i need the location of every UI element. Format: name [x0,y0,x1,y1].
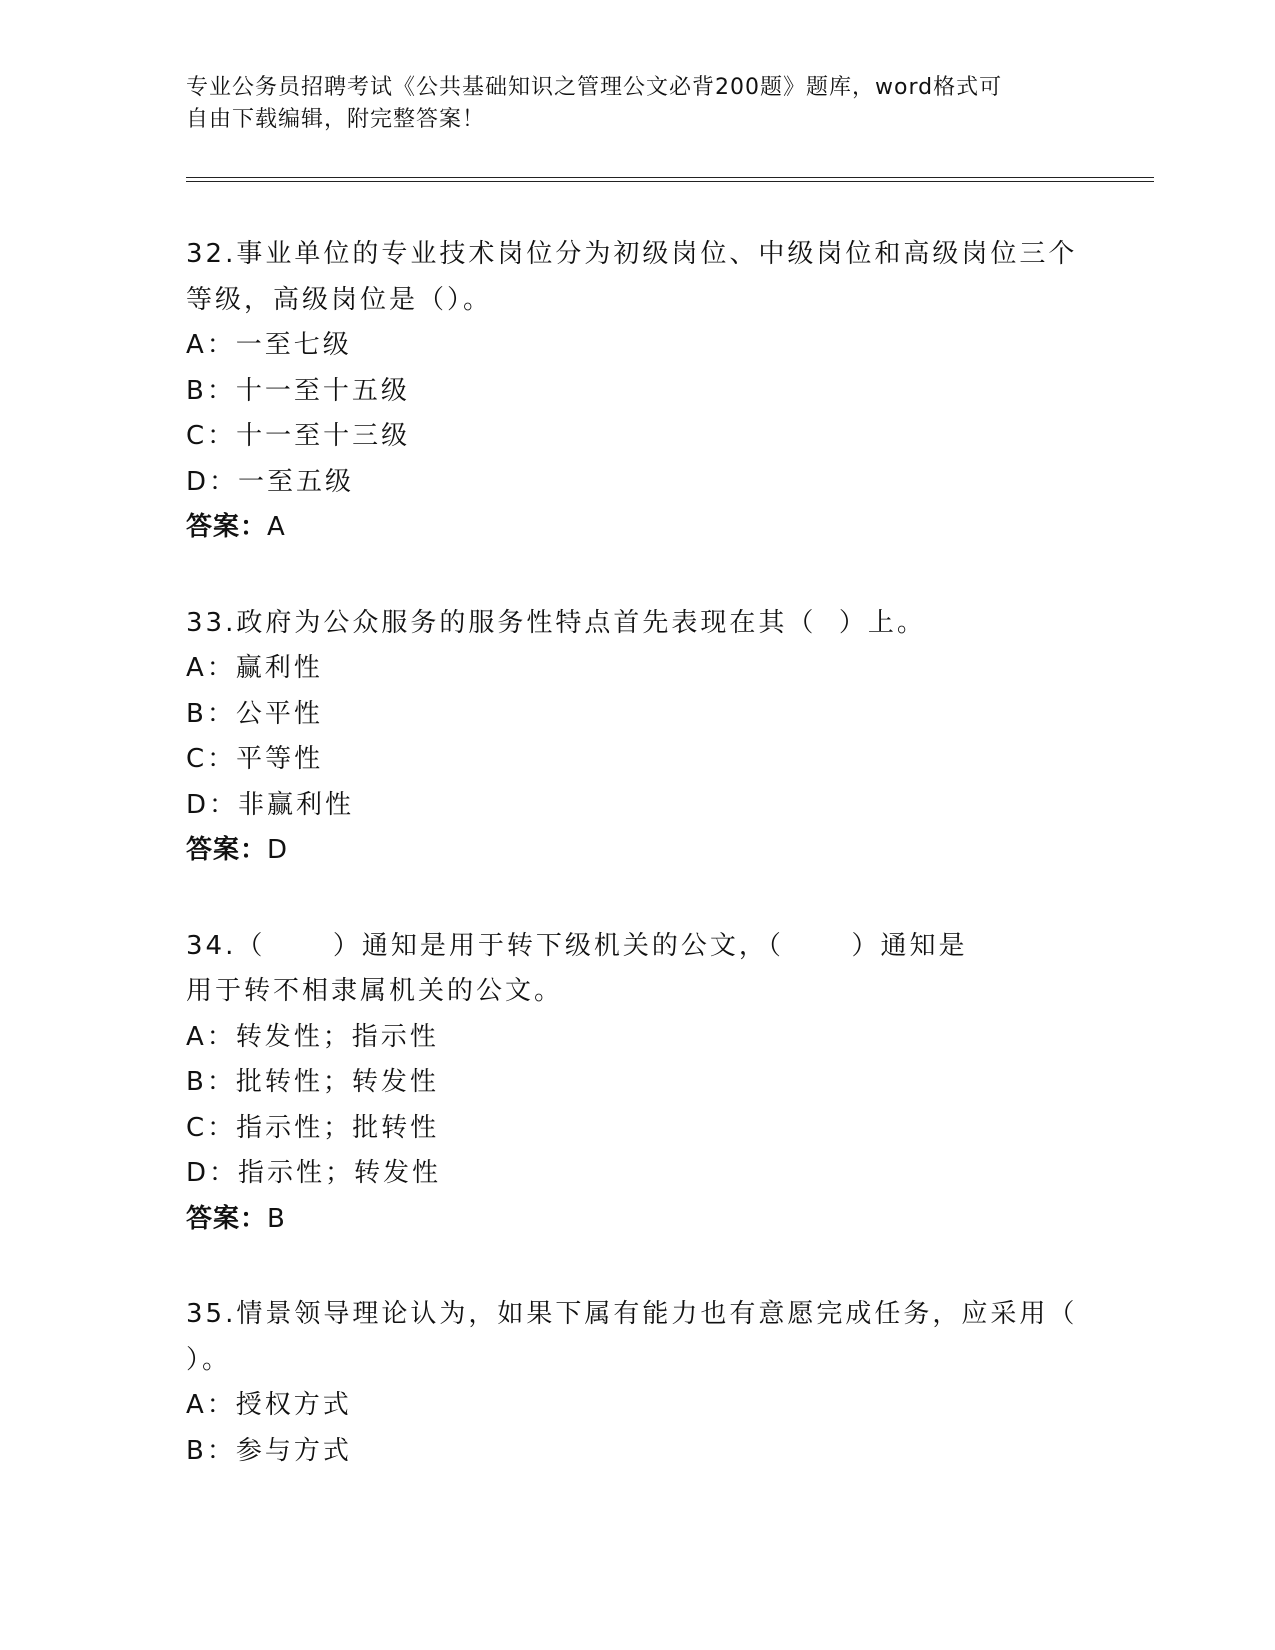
answer-label: 答案： [186,835,268,865]
answer-value: A [267,512,286,542]
option-d: D：一至五级 [186,466,355,497]
option-c: C：平等性 [186,744,324,774]
option-a: A：授权方式 [186,1390,352,1420]
header-line-2: 自由下载编辑，附完整答案！ [186,107,486,132]
answer-value: D [267,835,289,865]
answer-line [186,1197,1086,1243]
question-stem: 等级，高级岗位是（）。 [186,284,493,315]
option-b: B：十一至十五级 [186,375,410,406]
answer-line [186,828,1086,874]
answer-label: 答案： [186,512,268,542]
option-c: C：指示性；批转性 [186,1112,440,1143]
option-a: A：一至七级 [186,330,352,360]
option-d: D：指示性；转发性 [186,1158,442,1188]
header-divider-bottom [186,181,1154,182]
question-stem: 34.（ ）通知是用于转下级机关的公文，（ ）通知是 [186,930,968,961]
header-line-1: 专业公务员招聘考试《公共基础知识之管理公文必背200题》题库，word格式可 [186,75,1003,100]
question-stem: ）。 [186,1344,232,1375]
option-a: A：赢利性 [186,653,323,683]
question-35 [186,1292,1086,1474]
option-a: A：转发性；指示性 [186,1021,439,1052]
option-b: B：公平性 [186,698,323,729]
document-header [186,72,1066,136]
question-stem: 用于转不相隶属机关的公文。 [186,976,564,1006]
option-c: C：十一至十三级 [186,421,411,451]
option-d: D：非赢利性 [186,789,355,820]
option-b: B：批转性；转发性 [186,1067,439,1097]
option-b: B：参与方式 [186,1435,352,1466]
question-stem: 32.事业单位的专业技术岗位分为初级岗位、中级岗位和高级岗位三个 [186,239,1078,269]
question-33 [186,601,1086,874]
answer-line [186,505,1086,551]
header-divider-top [186,177,1154,178]
answer-value: B [267,1203,286,1234]
question-32 [186,232,1086,551]
question-stem: 33.政府为公众服务的服务性特点首先表现在其（ ）上。 [186,607,926,638]
answer-label: 答案： [186,1203,268,1234]
question-34 [186,924,1086,1243]
question-list [186,232,1086,1524]
question-stem: 35.情景领导理论认为，如果下属有能力也有意愿完成任务，应采用（ [186,1299,1078,1329]
